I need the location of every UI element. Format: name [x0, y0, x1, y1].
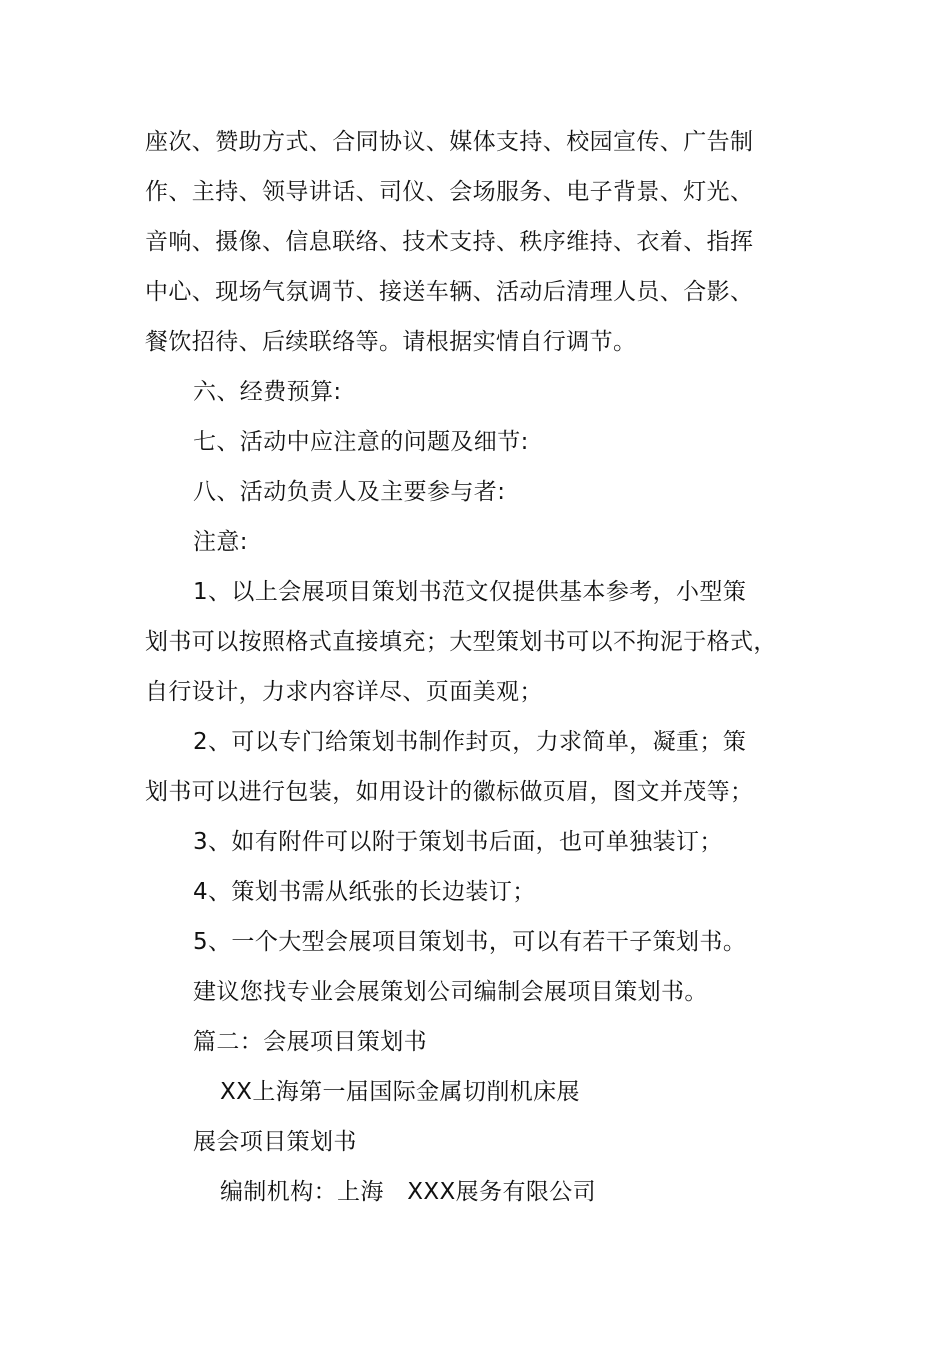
section-heading-participants: 八、活动负责人及主要参与者: [193, 479, 506, 505]
note-item-1-continued: 划书可以按照格式直接填充；大型策划书可以不拘泥于格式， [145, 629, 777, 655]
section-heading-budget: 六、经费预算: [193, 379, 342, 405]
body-line: 音响、摄像、信息联络、技术支持、秩序维持、衣着、指挥 [145, 229, 754, 255]
note-item-4: 4、策划书需从纸张的长边装订； [193, 879, 536, 905]
document-subtitle: 展会项目策划书 [193, 1129, 357, 1155]
exhibition-name: XX上海第一届国际金属切削机床展 [220, 1079, 580, 1105]
note-item-3: 3、如有附件可以附于策划书后面，也可单独装订； [193, 829, 723, 855]
organizer-line: 编制机构：上海 XXX展务有限公司 [220, 1179, 597, 1205]
note-item-1-continued: 自行设计，力求内容详尽、页面美观； [145, 679, 543, 705]
body-line: 座次、赞助方式、合同协议、媒体支持、校园宣传、广告制 [145, 129, 754, 155]
body-line: 作、主持、领导讲话、司仪、会场服务、电子背景、灯光、 [145, 179, 754, 205]
body-line: 中心、现场气氛调节、接送车辆、活动后清理人员、合影、 [145, 279, 754, 305]
note-heading: 注意: [193, 529, 248, 555]
advice-line: 建议您找专业会展策划公司编制会展项目策划书。 [193, 979, 708, 1005]
note-item-1: 1、以上会展项目策划书范文仅提供基本参考，小型策 [193, 579, 747, 605]
note-item-5: 5、一个大型会展项目策划书，可以有若干子策划书。 [193, 929, 747, 955]
body-line: 餐饮招待、后续联络等。请根据实情自行调节。 [145, 329, 637, 355]
chapter-title: 篇二：会展项目策划书 [193, 1029, 427, 1055]
section-heading-issues: 七、活动中应注意的问题及细节: [193, 429, 529, 455]
note-item-2-continued: 划书可以进行包装，如用设计的徽标做页眉，图文并茂等； [145, 779, 754, 805]
note-item-2: 2、可以专门给策划书制作封页，力求简单，凝重；策 [193, 729, 747, 755]
